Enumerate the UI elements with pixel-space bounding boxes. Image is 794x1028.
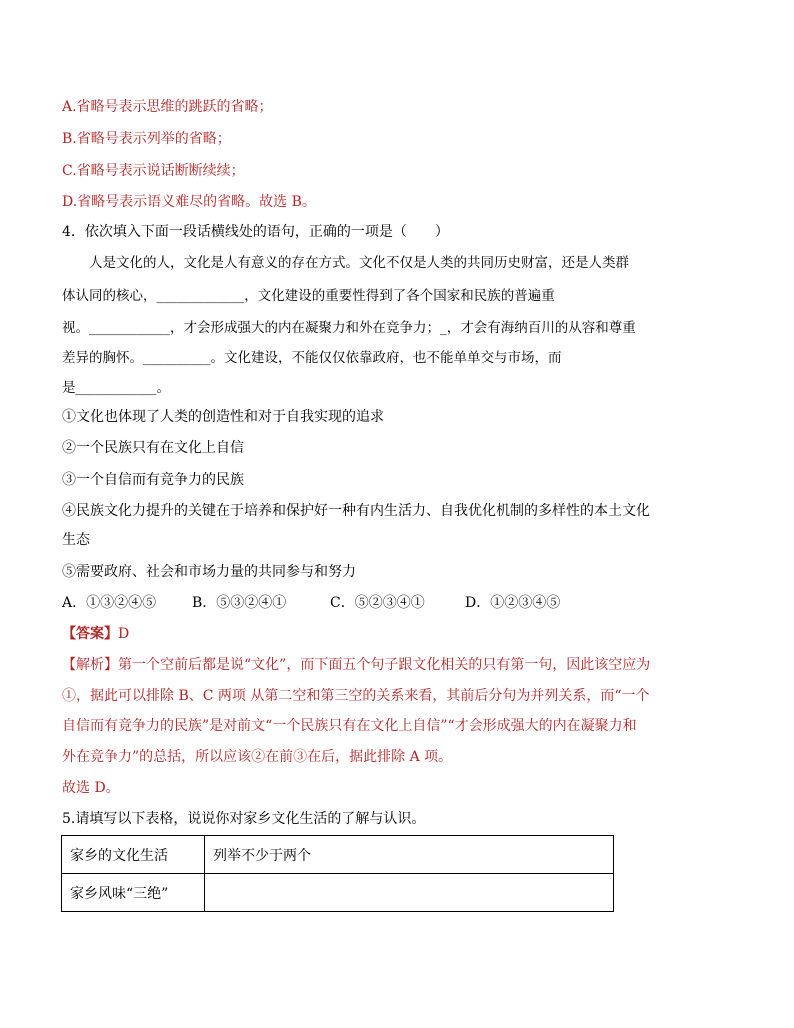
prev-option-a: A.省略号表示思维的跳跃的省略；: [62, 99, 273, 115]
q4-options: [62, 593, 560, 613]
q4-choice-1: ①文化也体现了人类的创造性和对于自我实现的追求: [62, 409, 384, 425]
q4-answer: [62, 624, 129, 644]
q4-analysis-line: 外在竞争力”的总括，所以应该②在前③在后，据此排除 A 项。: [62, 749, 453, 765]
table-cell: 家乡的文化生活: [62, 836, 205, 874]
table-row: [62, 836, 614, 874]
table-row: [62, 874, 614, 912]
q4-option-c: C．⑤②③④①: [330, 595, 425, 611]
q4-stem: 4．依次填入下面一段话横线处的语句，正确的一项是（ ）: [62, 224, 449, 240]
q4-option-a: A．①③②④⑤: [62, 595, 157, 611]
q4-choice-2: ②一个民族只有在文化上自信: [62, 440, 244, 456]
q4-option-d: D．①②③④⑤: [465, 595, 561, 611]
q4-passage-line: 视。____________，才会形成强大的内在凝聚力和外在竞争力；_，才会有海纳百川的从容和尊重: [62, 320, 636, 336]
q4-analysis-line: ①，据此可以排除 B、C 两项 从第二空和第三空的关系来看，其前后分句为并列关系，而“一个: [62, 688, 650, 704]
table-cell: 家乡风味“三绝”: [62, 874, 205, 912]
prev-option-d: D.省略号表示语义难尽的省略。故选 B。: [62, 194, 316, 210]
q4-analysis-line: 【解析】第一个空前后都是说“文化”，而下面五个句子跟文化相关的只有第一句，因此该空应为: [62, 657, 651, 673]
table-cell: 列举不少于两个: [205, 836, 614, 874]
answer-label: 【答案】: [62, 626, 118, 642]
q5-stem: 5.请填写以下表格，说说你对家乡文化生活的了解与认识。: [62, 811, 426, 827]
q5-table: [61, 835, 614, 912]
q4-analysis-line: 自信而有竞争力的民族”是对前文“一个民族只有在文化上自信”“才会形成强大的内在凝聚力和: [62, 718, 637, 734]
prev-option-c: C.省略号表示说话断断续续；: [62, 163, 245, 179]
q4-passage-line: 是____________。: [62, 380, 170, 396]
prev-option-b: B.省略号表示列举的省略；: [62, 131, 231, 147]
q4-conclusion: 故选 D。: [62, 780, 120, 796]
q4-choice-4: ④民族文化力提升的关键在于培养和保护好一种有内生活力、自我优化机制的多样性的本土文化: [62, 503, 650, 519]
table-cell-blank[interactable]: [205, 874, 614, 912]
q4-passage-line: 人是文化的人，文化是人有意义的存在方式。文化不仅是人类的共同历史财富，还是人类群: [62, 255, 629, 271]
q4-passage-line: 体认同的核心，_____________，文化建设的重要性得到了各个国家和民族的普遍重: [62, 288, 555, 304]
q4-passage-line: 差异的胸怀。__________。文化建设，不能仅仅依靠政府，也不能单单交与市场，而: [62, 350, 562, 366]
q4-option-b: B．⑤③②④①: [192, 595, 287, 611]
q4-choice-3: ③一个自信而有竞争力的民族: [62, 472, 244, 488]
q4-choice-4-cont: 生态: [62, 532, 90, 548]
q4-choice-5: ⑤需要政府、社会和市场力量的共同参与和努力: [62, 564, 356, 580]
answer-value: D: [118, 626, 130, 642]
